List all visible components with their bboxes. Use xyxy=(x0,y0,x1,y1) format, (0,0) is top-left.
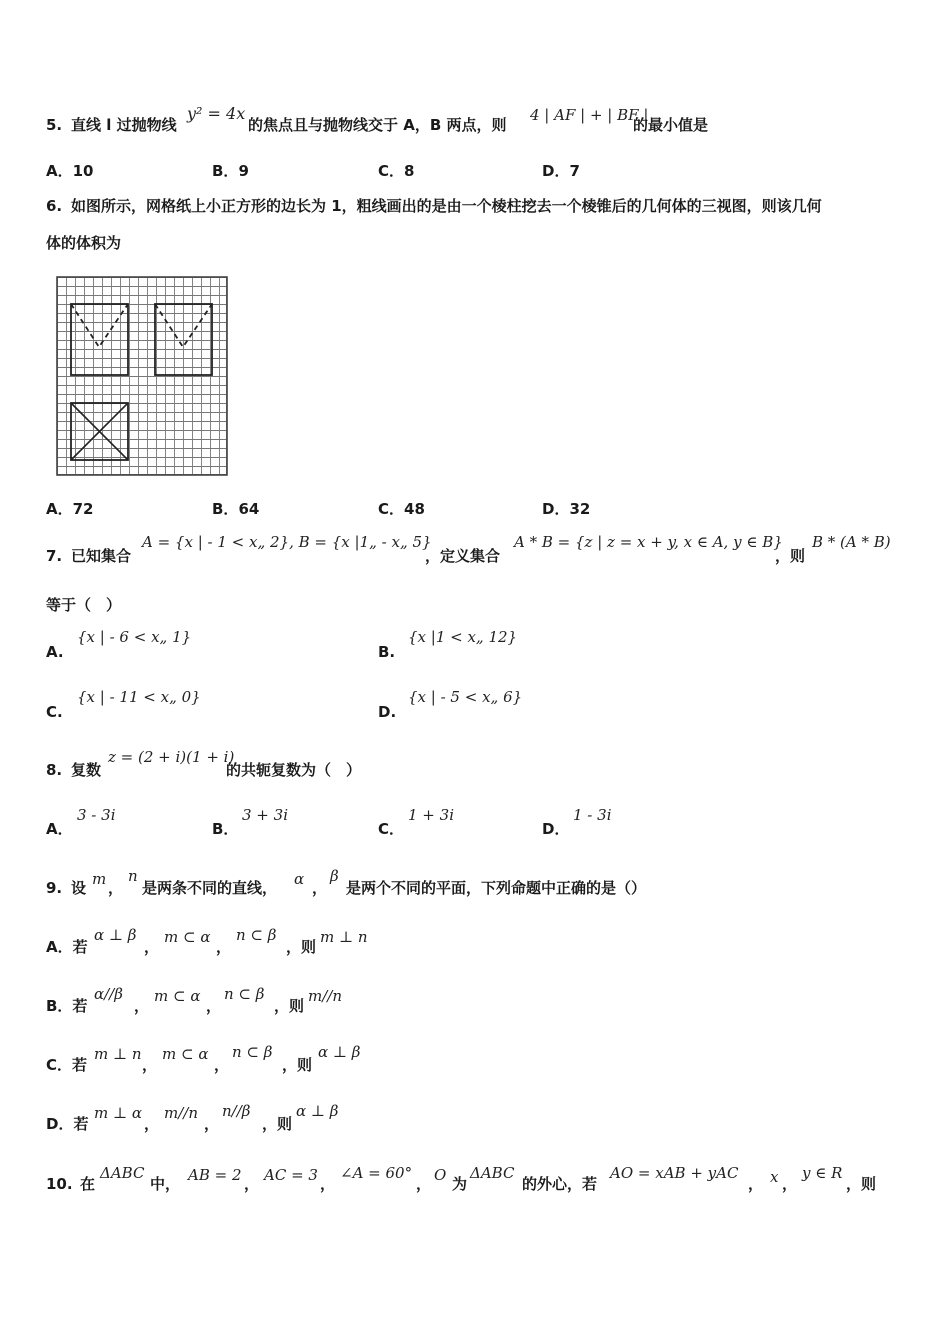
q9-a-cond3: n ⊂ β xyxy=(236,926,277,944)
q10-vector-eq: AO = xAB + yAC xyxy=(610,1164,739,1182)
q9-b-cond2: m ⊂ α xyxy=(154,987,201,1005)
q7-option-b-value[interactable]: {x |1 < x„ 12} xyxy=(408,628,518,646)
q6-line1: 如图所示，网格纸上小正方形的边长为 1，粗线画出的是由一个棱柱挖去一个棱锥后的几何体的三视图，则该几何 xyxy=(71,197,822,215)
q9-c-result: α ⊥ β xyxy=(318,1043,361,1061)
q9-option-d-label: D．若 xyxy=(46,1115,89,1133)
q9-b-cond3: n ⊂ β xyxy=(224,985,265,1003)
q8-text-a: 复数 xyxy=(71,761,102,779)
q9-a-result: m ⊥ n xyxy=(320,928,368,946)
q7-line2: 等于（ ） xyxy=(46,596,122,614)
q10-number: 10. xyxy=(46,1175,73,1193)
q7-option-a-label[interactable]: A. xyxy=(46,643,64,661)
q9-c-sep2: ， xyxy=(214,1056,230,1074)
q9-n: n xyxy=(128,867,138,885)
q8-complex-expr: z = (2 + i)(1 + i) xyxy=(108,748,235,766)
q7-def-star: A * B = {z | z = x + y, x ∈ A, y ∈ B} xyxy=(514,533,783,551)
q9-c-cond1: m ⊥ n xyxy=(94,1045,142,1063)
q9-c-sep1: ， xyxy=(142,1056,158,1074)
q10-sep5: ， xyxy=(782,1175,798,1193)
q8-option-a-value[interactable]: 3 - 3i xyxy=(77,806,116,824)
q10-triangle-2: ΔABC xyxy=(470,1164,515,1182)
q9-a-sep2: ， xyxy=(216,938,232,956)
q9-option-a-label: A．若 xyxy=(46,938,88,956)
q6-option-b[interactable]: B．64 xyxy=(212,500,260,518)
grid-lines xyxy=(57,277,227,475)
q9-text-b: 是两条不同的直线， xyxy=(142,879,278,897)
q9-alpha: α xyxy=(294,870,305,888)
top-view xyxy=(71,403,128,460)
q9-a-cond2: m ⊂ α xyxy=(164,928,211,946)
q9-m: m xyxy=(92,870,107,888)
q10-text-d: 的外心，若 xyxy=(522,1175,598,1193)
q5-option-a[interactable]: A．10 xyxy=(46,162,94,180)
q7-text-a: 已知集合 xyxy=(71,547,132,565)
q8-number: 8. xyxy=(46,761,63,779)
q9-option-c-label: C．若 xyxy=(46,1056,88,1074)
q10-sep3: ， xyxy=(416,1175,432,1193)
q9-d-cond3: n//β xyxy=(222,1102,251,1120)
q8-option-c-label[interactable]: C． xyxy=(378,820,405,838)
q9-beta: β xyxy=(330,867,339,885)
q9-option-b-label: B．若 xyxy=(46,997,88,1015)
q10-sep1: ， xyxy=(244,1175,260,1193)
q5-text-b: 的焦点且与抛物线交于 A，B 两点，则 xyxy=(248,116,507,134)
q7-option-a-value[interactable]: {x | - 6 < x„ 1} xyxy=(77,628,192,646)
q5-text-c: 的最小值是 xyxy=(633,116,709,134)
q9-comma-2: ， xyxy=(312,879,328,897)
q10-ac: AC = 3 xyxy=(264,1166,318,1184)
q7-option-d-label[interactable]: D. xyxy=(378,703,397,721)
q7-option-c-label[interactable]: C. xyxy=(46,703,63,721)
q9-d-sep1: ， xyxy=(144,1115,160,1133)
q7-text-c: ，则 xyxy=(775,547,806,565)
q5-text-a: 直线 l 过抛物线 xyxy=(71,116,177,134)
q8-option-b-label[interactable]: B． xyxy=(212,820,239,838)
three-view-figure xyxy=(55,275,230,478)
q8-option-d-label[interactable]: D． xyxy=(542,820,570,838)
q9-b-sep2: ， xyxy=(206,997,222,1015)
q10-text-a: 在 xyxy=(80,1175,96,1193)
q9-a-sep1: ， xyxy=(144,938,160,956)
q9-b-then: ，则 xyxy=(274,997,305,1015)
q5-parabola-eq: y² = 4x xyxy=(187,104,246,123)
q10-angle: ∠A = 60° xyxy=(340,1164,413,1182)
front-view xyxy=(71,304,128,375)
q10-triangle: ΔABC xyxy=(100,1164,145,1182)
q5-option-b[interactable]: B．9 xyxy=(212,162,249,180)
q6-line2: 体的体积为 xyxy=(46,234,122,252)
q10-x: x xyxy=(770,1168,779,1186)
q6-option-d[interactable]: D．32 xyxy=(542,500,591,518)
q9-c-then: ，则 xyxy=(282,1056,313,1074)
q8-text-b: 的共轭复数为（ ） xyxy=(226,761,362,779)
q9-c-cond2: m ⊂ α xyxy=(162,1045,209,1063)
q9-number: 9. xyxy=(46,879,63,897)
q10-text-e: ，则 xyxy=(846,1175,877,1193)
q9-c-cond3: n ⊂ β xyxy=(232,1043,273,1061)
q10-text-b: 中， xyxy=(150,1175,181,1193)
q7-option-b-label[interactable]: B. xyxy=(378,643,396,661)
q9-text-c: 是两个不同的平面，下列命题中正确的是（） xyxy=(346,879,647,897)
q8-option-b-value[interactable]: 3 + 3i xyxy=(242,806,288,824)
q7-text-b: ，定义集合 xyxy=(425,547,501,565)
q9-d-then: ，则 xyxy=(262,1115,293,1133)
q9-d-sep2: ， xyxy=(204,1115,220,1133)
q8-option-d-value[interactable]: 1 - 3i xyxy=(573,806,612,824)
q8-option-c-value[interactable]: 1 + 3i xyxy=(408,806,454,824)
q6-option-a[interactable]: A．72 xyxy=(46,500,94,518)
q7-target-expr: B * (A * B) xyxy=(812,533,891,551)
q6-option-c[interactable]: C．48 xyxy=(378,500,425,518)
q7-sets-ab: A = {x | - 1 < x„ 2}, B = {x |1„ - x„ 5} xyxy=(142,533,432,551)
q9-b-cond1: α//β xyxy=(94,985,123,1003)
q7-number: 7. xyxy=(46,547,63,565)
q10-ab: AB = 2 xyxy=(188,1166,242,1184)
q9-d-cond2: m//n xyxy=(164,1104,198,1122)
q9-comma: ， xyxy=(108,879,124,897)
q5-option-d[interactable]: D．7 xyxy=(542,162,580,180)
q9-a-then: ，则 xyxy=(286,938,317,956)
q10-sep2: ， xyxy=(320,1175,336,1193)
q9-b-sep1: ， xyxy=(134,997,150,1015)
q7-option-c-value[interactable]: {x | - 11 < x„ 0} xyxy=(77,688,201,706)
q10-text-c: 为 xyxy=(452,1175,468,1193)
q10-y-real: y ∈ R xyxy=(802,1164,843,1182)
q5-number: 5. xyxy=(46,116,63,134)
q9-a-cond1: α ⊥ β xyxy=(94,926,137,944)
q6-number: 6. xyxy=(46,197,63,215)
q10-o: O xyxy=(434,1166,447,1184)
q7-option-d-value[interactable]: {x | - 5 < x„ 6} xyxy=(408,688,523,706)
q8-option-a-label[interactable]: A． xyxy=(46,820,73,838)
q10-sep4: ， xyxy=(748,1175,764,1193)
q5-expression: 4 | AF | + | BF | xyxy=(530,106,649,124)
q9-d-cond1: m ⊥ α xyxy=(94,1104,142,1122)
q9-text-a: 设 xyxy=(71,879,87,897)
q9-b-result: m//n xyxy=(308,987,342,1005)
q9-d-result: α ⊥ β xyxy=(296,1102,339,1120)
q5-option-c[interactable]: C．8 xyxy=(378,162,415,180)
